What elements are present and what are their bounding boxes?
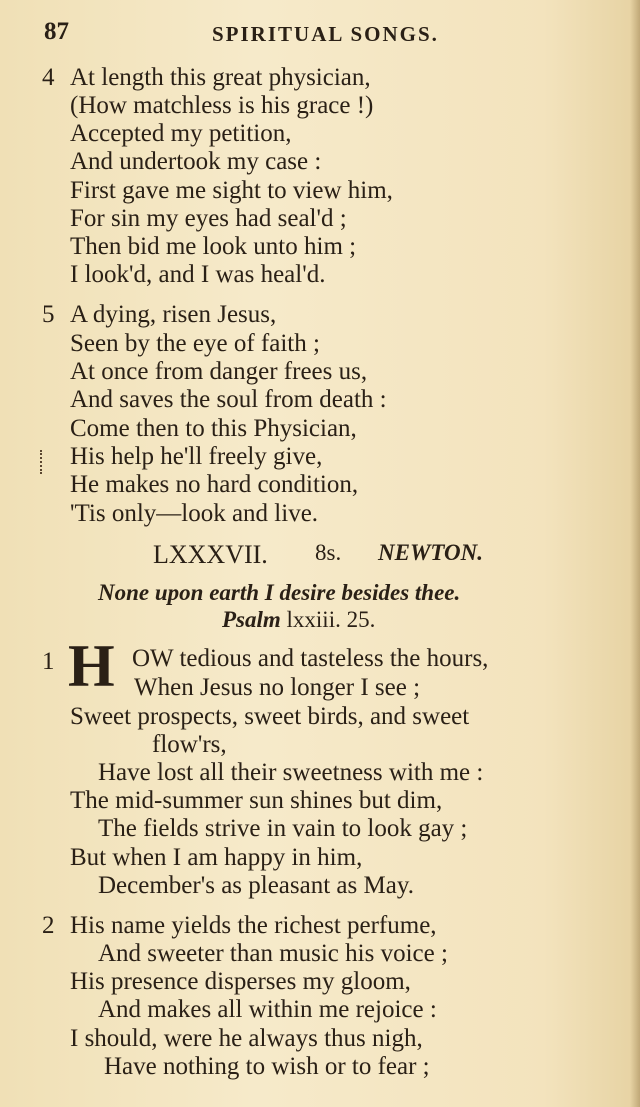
stanza-number: 4 [42,64,55,91]
verse-line: At once from danger frees us, [70,358,368,385]
verse-line: His name yields the richest perfume, [70,912,437,939]
verse-line: At length this great physician, [70,64,371,91]
stanza-number: 2 [42,912,55,939]
verse-line: He makes no hard condition, [70,471,359,498]
verse-line: Sweet prospects, sweet birds, and sweet [70,703,470,730]
verse-line: When Jesus no longer I see ; [134,674,421,701]
verse-line: Have lost all their sweetness with me : [98,759,484,786]
scripture-reference [222,607,375,633]
epigraph: None upon earth I desire besides thee. [98,580,461,605]
verse-line: And sweeter than music his voice ; [98,940,448,967]
page-number: 87 [44,18,69,45]
verse-line: The mid-summer sun shines but dim, [70,787,443,814]
verse-line: OW tedious and tasteless the hours, [132,645,489,672]
verse-line: Have nothing to wish or to fear ; [104,1053,430,1080]
page-edge-shadow [630,0,640,1107]
verse-line: 'Tis only—look and live. [70,500,319,527]
verse-line: (How matchless is his grace !) [70,92,374,119]
hymn-number: LXXXVII. [153,540,268,569]
verse-line: And saves the soul from death : [70,386,387,413]
verse-line: Come then to this Physician, [70,415,357,442]
verse-line: A dying, risen Jesus, [70,301,277,328]
drop-cap: H [68,633,115,699]
verse-line: And makes all within me rejoice : [98,996,437,1023]
stanza-number: 5 [42,301,55,328]
hymn-author: NEWTON. [378,540,484,565]
verse-line: For sin my eyes had seal'd ; [70,205,347,232]
reference-chapter-verse: lxxiii. 25. [286,607,376,632]
stanza-number: 1 [42,648,55,675]
reference-book: Psalm [222,607,281,632]
verse-line: His presence disperses my gloom, [70,968,411,995]
verse-line: First gave me sight to view him, [70,177,393,204]
verse-line: But when I am happy in him, [70,844,363,871]
verse-line: Seen by the eye of faith ; [70,330,320,357]
verse-line: And undertook my case : [70,148,322,175]
verse-line: I should, were he always thus nigh, [70,1025,423,1052]
verse-line: Then bid me look unto him ; [70,233,357,260]
verse-line: Accepted my petition, [70,120,292,147]
verse-line: His help he'll freely give, [70,443,323,470]
verse-line: flow'rs, [152,731,227,758]
verse-line: December's as pleasant as May. [98,872,414,899]
verse-line: I look'd, and I was heal'd. [70,261,326,288]
running-title: SPIRITUAL SONGS. [212,22,439,46]
verse-line: The fields strive in vain to look gay ; [98,815,468,842]
margin-mark [40,450,46,474]
hymn-meter: 8s. [315,540,342,565]
